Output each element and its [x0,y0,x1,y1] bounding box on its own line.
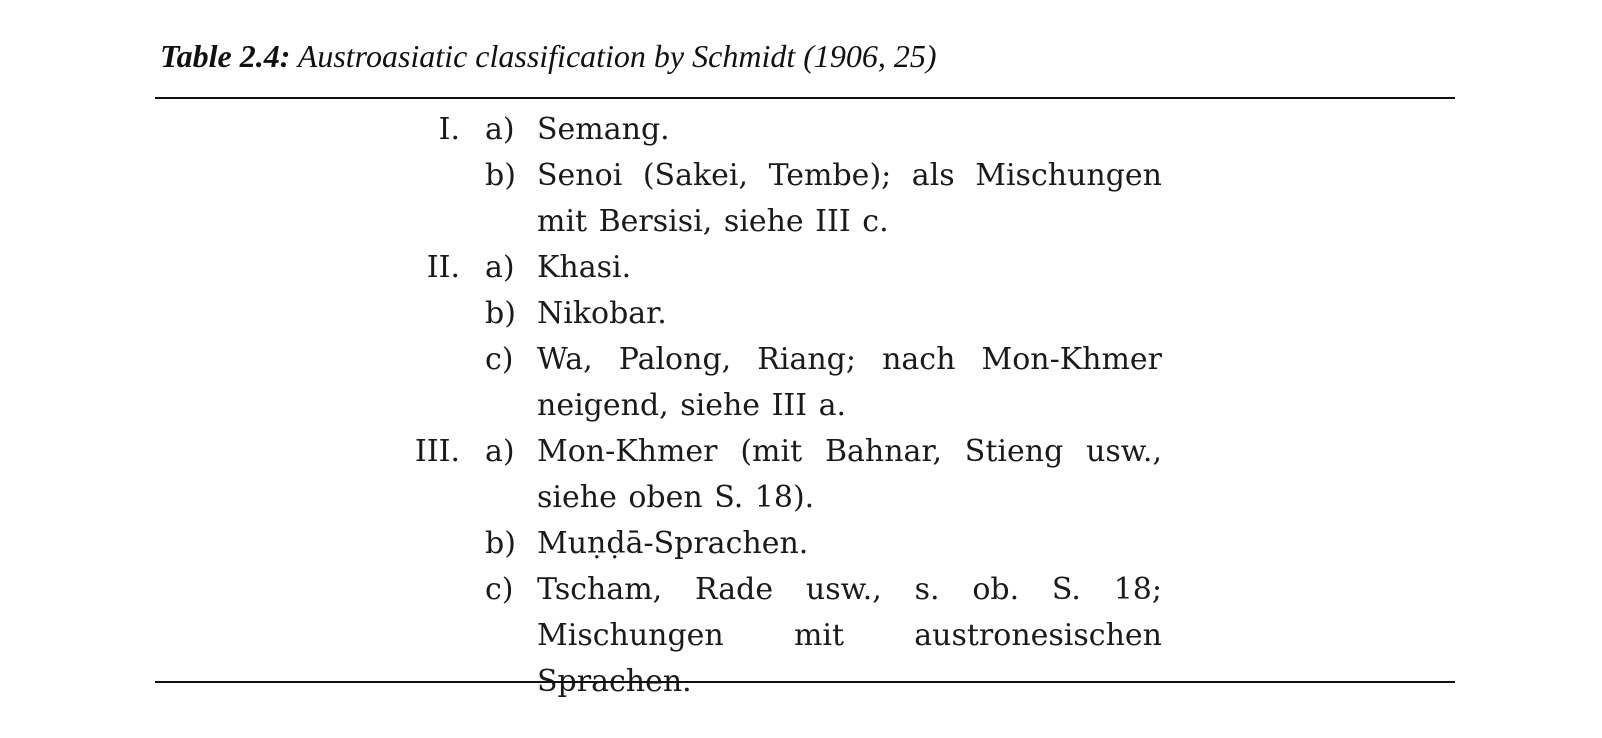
entry-text: Muṇḍā-Sprachen. [537,526,809,561]
subgroup-letter: a) [485,434,515,469]
subgroup-letter: b) [485,158,516,193]
subgroup-letter: a) [485,250,515,285]
subgroup-letter: c) [485,572,514,607]
entry-text: Semang. [537,112,670,147]
list-item [0,241,1602,287]
list-item [0,425,1602,517]
entry-text: Tscham, Rade usw., s. ob. S. 18; Mischungen mit austronesischen Sprachen. [537,572,1162,699]
classification-list [0,103,1602,699]
entry-text: Nikobar. [537,296,667,331]
bottom-rule [155,681,1455,683]
group-numeral: II. [426,250,460,285]
entry-text: Khasi. [537,250,632,285]
subgroup-letter: b) [485,296,516,331]
list-item [0,149,1602,241]
entry-text: Wa, Palong, Riang; nach Mon-Khmer neigend, siehe III a. [537,342,1162,423]
table-number: Table 2.4: [160,38,291,74]
group-numeral: III. [414,434,460,469]
subgroup-letter: b) [485,526,516,561]
group-numeral: I. [438,112,460,147]
list-item [0,563,1602,699]
list-item [0,517,1602,563]
list-item [0,287,1602,333]
subgroup-letter: a) [485,112,515,147]
table-title: Austroasiatic classification by Schmidt (1906, 25) [297,38,937,74]
list-item [0,333,1602,425]
top-rule [155,97,1455,99]
subgroup-letter: c) [485,342,514,377]
entry-text: Mon-Khmer (mit Bahnar, Stieng usw., siehe oben S. 18). [537,434,1162,515]
entry-text: Senoi (Sakei, Tembe); als Mischungen mit Bersisi, siehe III c. [537,158,1162,239]
table-caption [160,36,937,76]
list-item [0,103,1602,149]
